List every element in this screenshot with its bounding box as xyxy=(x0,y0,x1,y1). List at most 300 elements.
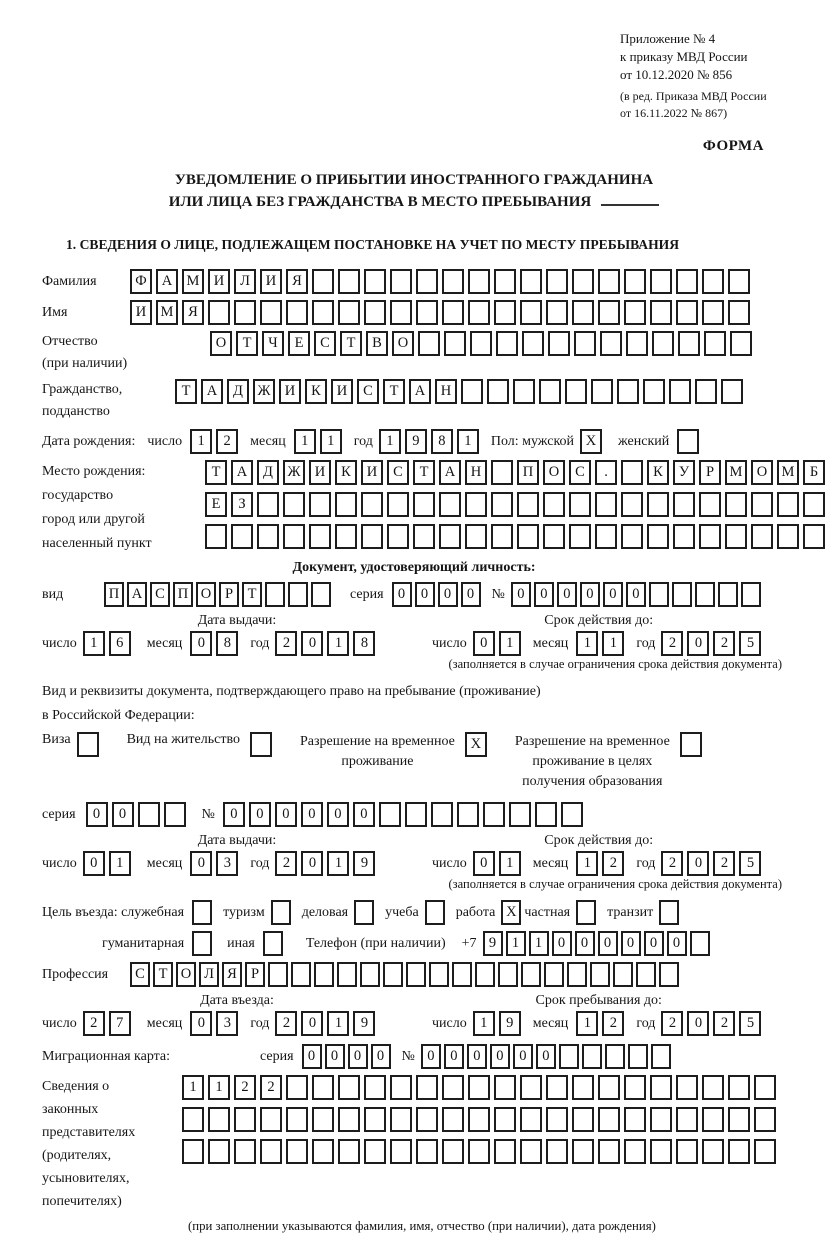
char-cell[interactable] xyxy=(678,331,700,356)
char-cell[interactable] xyxy=(271,900,291,925)
char-cell[interactable]: 0 xyxy=(444,1044,464,1069)
char-cell[interactable]: Т xyxy=(205,460,227,485)
char-cell[interactable] xyxy=(598,1139,620,1164)
char-cell[interactable] xyxy=(338,1107,360,1132)
char-cell[interactable]: О xyxy=(392,331,414,356)
char-cell[interactable]: А xyxy=(156,269,178,294)
char-cell[interactable] xyxy=(192,900,212,925)
char-cell[interactable] xyxy=(475,962,495,987)
char-cell[interactable]: 0 xyxy=(275,802,297,827)
char-cell[interactable] xyxy=(312,1107,334,1132)
char-cell[interactable]: 1 xyxy=(294,429,316,454)
char-cell[interactable] xyxy=(442,1075,464,1100)
char-cell[interactable]: 0 xyxy=(392,582,412,607)
entry-month-cells[interactable] xyxy=(190,1011,242,1036)
char-cell[interactable] xyxy=(803,524,825,549)
char-cell[interactable]: 9 xyxy=(353,1011,375,1036)
char-cell[interactable]: 0 xyxy=(415,582,435,607)
char-cell[interactable] xyxy=(286,300,308,325)
char-cell[interactable] xyxy=(390,1075,412,1100)
char-cell[interactable]: К xyxy=(305,379,327,404)
char-cell[interactable] xyxy=(354,900,374,925)
char-cell[interactable] xyxy=(517,492,539,517)
char-cell[interactable] xyxy=(361,492,383,517)
char-cell[interactable] xyxy=(234,1139,256,1164)
char-cell[interactable] xyxy=(468,1107,490,1132)
char-cell[interactable] xyxy=(442,1107,464,1132)
char-cell[interactable] xyxy=(205,524,227,549)
char-cell[interactable]: 1 xyxy=(576,631,598,656)
char-cell[interactable]: М xyxy=(725,460,747,485)
char-cell[interactable] xyxy=(192,931,212,956)
char-cell[interactable] xyxy=(521,962,541,987)
char-cell[interactable] xyxy=(513,379,535,404)
char-cell[interactable] xyxy=(751,524,773,549)
char-cell[interactable] xyxy=(695,379,717,404)
char-cell[interactable] xyxy=(751,492,773,517)
char-cell[interactable]: 1 xyxy=(109,851,131,876)
char-cell[interactable]: 0 xyxy=(301,1011,323,1036)
char-cell[interactable] xyxy=(590,962,610,987)
residence-permit-checkbox[interactable] xyxy=(250,732,276,757)
char-cell[interactable] xyxy=(364,1139,386,1164)
char-cell[interactable]: П xyxy=(104,582,124,607)
char-cell[interactable]: В xyxy=(366,331,388,356)
char-cell[interactable]: X xyxy=(501,900,521,925)
char-cell[interactable] xyxy=(364,1107,386,1132)
char-cell[interactable]: 0 xyxy=(190,851,212,876)
char-cell[interactable] xyxy=(360,962,380,987)
char-cell[interactable] xyxy=(676,269,698,294)
char-cell[interactable]: Т xyxy=(242,582,262,607)
char-cell[interactable]: 2 xyxy=(83,1011,105,1036)
char-cell[interactable]: 2 xyxy=(661,851,683,876)
char-cell[interactable]: А xyxy=(409,379,431,404)
char-cell[interactable] xyxy=(364,269,386,294)
char-cell[interactable]: И xyxy=(361,460,383,485)
char-cell[interactable]: 0 xyxy=(223,802,245,827)
char-cell[interactable] xyxy=(728,1139,750,1164)
char-cell[interactable] xyxy=(595,492,617,517)
char-cell[interactable]: 1 xyxy=(499,631,521,656)
char-cell[interactable]: 2 xyxy=(275,851,297,876)
char-cell[interactable] xyxy=(494,269,516,294)
char-cell[interactable] xyxy=(494,1075,516,1100)
char-cell[interactable] xyxy=(624,1075,646,1100)
char-cell[interactable]: И xyxy=(331,379,353,404)
char-cell[interactable] xyxy=(680,732,702,757)
char-cell[interactable] xyxy=(572,300,594,325)
purpose-other-checkbox[interactable] xyxy=(263,931,286,956)
char-cell[interactable] xyxy=(543,524,565,549)
char-cell[interactable] xyxy=(702,1107,724,1132)
char-cell[interactable]: С xyxy=(150,582,170,607)
char-cell[interactable]: Л xyxy=(234,269,256,294)
char-cell[interactable]: Е xyxy=(205,492,227,517)
char-cell[interactable] xyxy=(520,1075,542,1100)
char-cell[interactable]: П xyxy=(173,582,193,607)
char-cell[interactable]: 0 xyxy=(644,931,664,956)
char-cell[interactable] xyxy=(260,1107,282,1132)
char-cell[interactable] xyxy=(650,300,672,325)
char-cell[interactable] xyxy=(546,269,568,294)
char-cell[interactable] xyxy=(487,379,509,404)
char-cell[interactable] xyxy=(777,524,799,549)
char-cell[interactable] xyxy=(561,802,583,827)
char-cell[interactable] xyxy=(803,492,825,517)
char-cell[interactable]: Р xyxy=(699,460,721,485)
char-cell[interactable] xyxy=(361,524,383,549)
char-cell[interactable]: Р xyxy=(219,582,239,607)
char-cell[interactable]: 1 xyxy=(379,429,401,454)
id-issue-day-cells[interactable] xyxy=(83,631,135,656)
char-cell[interactable]: О xyxy=(176,962,196,987)
purpose-business-checkbox[interactable] xyxy=(354,900,377,925)
char-cell[interactable]: 0 xyxy=(580,582,600,607)
char-cell[interactable] xyxy=(548,331,570,356)
char-cell[interactable]: Т xyxy=(175,379,197,404)
char-cell[interactable]: 0 xyxy=(467,1044,487,1069)
char-cell[interactable]: 0 xyxy=(301,851,323,876)
birthplace-row1-cells[interactable] xyxy=(205,460,829,485)
migcard-number-cells[interactable] xyxy=(421,1044,674,1069)
permit-series-cells[interactable] xyxy=(86,802,190,827)
char-cell[interactable] xyxy=(721,379,743,404)
char-cell[interactable] xyxy=(567,962,587,987)
given-name-cells[interactable] xyxy=(130,300,754,325)
char-cell[interactable] xyxy=(406,962,426,987)
char-cell[interactable] xyxy=(605,1044,625,1069)
phone-cells[interactable] xyxy=(483,931,713,956)
char-cell[interactable] xyxy=(338,300,360,325)
char-cell[interactable]: И xyxy=(130,300,152,325)
char-cell[interactable] xyxy=(286,1107,308,1132)
permit-issue-month-cells[interactable] xyxy=(190,851,242,876)
char-cell[interactable]: Т xyxy=(383,379,405,404)
char-cell[interactable] xyxy=(672,582,692,607)
char-cell[interactable]: 9 xyxy=(483,931,503,956)
char-cell[interactable]: 0 xyxy=(687,631,709,656)
char-cell[interactable] xyxy=(544,962,564,987)
char-cell[interactable] xyxy=(702,1075,724,1100)
char-cell[interactable] xyxy=(559,1044,579,1069)
id-doc-number-cells[interactable] xyxy=(511,582,764,607)
permit-issue-day-cells[interactable] xyxy=(83,851,135,876)
char-cell[interactable]: И xyxy=(260,269,282,294)
char-cell[interactable] xyxy=(260,300,282,325)
char-cell[interactable] xyxy=(624,1139,646,1164)
char-cell[interactable] xyxy=(283,524,305,549)
migcard-series-cells[interactable] xyxy=(302,1044,394,1069)
char-cell[interactable]: 0 xyxy=(687,851,709,876)
char-cell[interactable]: З xyxy=(231,492,253,517)
char-cell[interactable] xyxy=(468,269,490,294)
char-cell[interactable] xyxy=(621,524,643,549)
char-cell[interactable] xyxy=(546,1075,568,1100)
char-cell[interactable] xyxy=(546,300,568,325)
id-doc-series-cells[interactable] xyxy=(392,582,484,607)
char-cell[interactable] xyxy=(704,331,726,356)
char-cell[interactable]: Б xyxy=(803,460,825,485)
char-cell[interactable]: Н xyxy=(465,460,487,485)
sex-male-checkbox[interactable] xyxy=(580,429,606,454)
char-cell[interactable] xyxy=(690,931,710,956)
char-cell[interactable]: О xyxy=(751,460,773,485)
char-cell[interactable]: 0 xyxy=(371,1044,391,1069)
char-cell[interactable] xyxy=(470,331,492,356)
char-cell[interactable]: 0 xyxy=(190,631,212,656)
birthplace-row3-cells[interactable] xyxy=(205,524,829,549)
char-cell[interactable] xyxy=(268,962,288,987)
char-cell[interactable] xyxy=(416,1139,438,1164)
permit-expiry-year-cells[interactable] xyxy=(661,851,765,876)
char-cell[interactable] xyxy=(312,1075,334,1100)
char-cell[interactable]: К xyxy=(335,460,357,485)
char-cell[interactable]: 0 xyxy=(667,931,687,956)
char-cell[interactable] xyxy=(659,900,679,925)
purpose-study-checkbox[interactable] xyxy=(425,900,448,925)
char-cell[interactable] xyxy=(647,492,669,517)
char-cell[interactable] xyxy=(728,300,750,325)
char-cell[interactable]: 0 xyxy=(348,1044,368,1069)
char-cell[interactable] xyxy=(286,1139,308,1164)
char-cell[interactable] xyxy=(257,524,279,549)
char-cell[interactable]: Д xyxy=(257,460,279,485)
char-cell[interactable] xyxy=(468,1075,490,1100)
char-cell[interactable]: 0 xyxy=(534,582,554,607)
char-cell[interactable] xyxy=(650,1075,672,1100)
char-cell[interactable] xyxy=(636,962,656,987)
char-cell[interactable] xyxy=(565,379,587,404)
char-cell[interactable] xyxy=(138,802,160,827)
char-cell[interactable] xyxy=(520,1139,542,1164)
char-cell[interactable]: Ж xyxy=(283,460,305,485)
char-cell[interactable] xyxy=(387,492,409,517)
char-cell[interactable]: 0 xyxy=(598,931,618,956)
char-cell[interactable] xyxy=(337,962,357,987)
permit-expiry-day-cells[interactable] xyxy=(473,851,525,876)
char-cell[interactable]: 0 xyxy=(438,582,458,607)
char-cell[interactable]: 1 xyxy=(506,931,526,956)
char-cell[interactable]: 8 xyxy=(216,631,238,656)
char-cell[interactable]: 2 xyxy=(713,631,735,656)
char-cell[interactable] xyxy=(461,379,483,404)
char-cell[interactable]: М xyxy=(182,269,204,294)
char-cell[interactable]: 3 xyxy=(216,1011,238,1036)
char-cell[interactable]: 8 xyxy=(431,429,453,454)
char-cell[interactable] xyxy=(263,931,283,956)
char-cell[interactable] xyxy=(591,379,613,404)
char-cell[interactable]: 0 xyxy=(302,1044,322,1069)
representatives-row1-cells[interactable] xyxy=(182,1075,780,1100)
char-cell[interactable] xyxy=(265,582,285,607)
char-cell[interactable] xyxy=(379,802,401,827)
char-cell[interactable]: 0 xyxy=(421,1044,441,1069)
char-cell[interactable] xyxy=(572,269,594,294)
char-cell[interactable] xyxy=(208,1107,230,1132)
char-cell[interactable]: 5 xyxy=(739,631,761,656)
profession-cells[interactable] xyxy=(130,962,682,987)
char-cell[interactable] xyxy=(569,492,591,517)
citizenship-cells[interactable] xyxy=(175,379,747,404)
permit-issue-year-cells[interactable] xyxy=(275,851,379,876)
char-cell[interactable] xyxy=(405,802,427,827)
char-cell[interactable] xyxy=(283,492,305,517)
char-cell[interactable]: И xyxy=(279,379,301,404)
char-cell[interactable] xyxy=(257,492,279,517)
char-cell[interactable] xyxy=(598,300,620,325)
char-cell[interactable] xyxy=(383,962,403,987)
char-cell[interactable] xyxy=(728,1107,750,1132)
char-cell[interactable] xyxy=(77,732,99,757)
char-cell[interactable] xyxy=(725,524,747,549)
char-cell[interactable]: 5 xyxy=(739,851,761,876)
char-cell[interactable] xyxy=(613,962,633,987)
char-cell[interactable]: Ж xyxy=(253,379,275,404)
char-cell[interactable] xyxy=(741,582,761,607)
char-cell[interactable]: Я xyxy=(182,300,204,325)
char-cell[interactable]: 1 xyxy=(83,631,105,656)
char-cell[interactable] xyxy=(676,300,698,325)
char-cell[interactable] xyxy=(576,900,596,925)
permit-number-cells[interactable] xyxy=(223,802,587,827)
char-cell[interactable] xyxy=(676,1139,698,1164)
char-cell[interactable] xyxy=(546,1139,568,1164)
char-cell[interactable]: 1 xyxy=(473,1011,495,1036)
char-cell[interactable]: И xyxy=(309,460,331,485)
char-cell[interactable] xyxy=(416,269,438,294)
char-cell[interactable]: 0 xyxy=(575,931,595,956)
char-cell[interactable]: С xyxy=(569,460,591,485)
char-cell[interactable] xyxy=(754,1139,776,1164)
char-cell[interactable]: X xyxy=(580,429,602,454)
char-cell[interactable]: 0 xyxy=(473,851,495,876)
char-cell[interactable]: 2 xyxy=(602,851,624,876)
char-cell[interactable]: . xyxy=(595,460,617,485)
char-cell[interactable]: 0 xyxy=(249,802,271,827)
char-cell[interactable] xyxy=(413,524,435,549)
char-cell[interactable] xyxy=(468,300,490,325)
char-cell[interactable]: 1 xyxy=(327,631,349,656)
char-cell[interactable] xyxy=(520,1107,542,1132)
char-cell[interactable]: С xyxy=(357,379,379,404)
char-cell[interactable] xyxy=(535,802,557,827)
purpose-private-checkbox[interactable] xyxy=(576,900,599,925)
birth-year-cells[interactable] xyxy=(379,429,483,454)
char-cell[interactable]: Т xyxy=(236,331,258,356)
char-cell[interactable] xyxy=(338,1139,360,1164)
char-cell[interactable] xyxy=(543,492,565,517)
char-cell[interactable] xyxy=(418,331,440,356)
purpose-tourism-checkbox[interactable] xyxy=(271,900,294,925)
char-cell[interactable] xyxy=(651,1044,671,1069)
char-cell[interactable] xyxy=(390,1139,412,1164)
char-cell[interactable]: Д xyxy=(227,379,249,404)
char-cell[interactable] xyxy=(522,331,544,356)
char-cell[interactable] xyxy=(494,1139,516,1164)
char-cell[interactable]: 9 xyxy=(405,429,427,454)
char-cell[interactable] xyxy=(431,802,453,827)
char-cell[interactable]: С xyxy=(314,331,336,356)
id-issue-year-cells[interactable] xyxy=(275,631,379,656)
char-cell[interactable] xyxy=(699,492,721,517)
char-cell[interactable]: 6 xyxy=(109,631,131,656)
char-cell[interactable] xyxy=(494,300,516,325)
char-cell[interactable]: 0 xyxy=(190,1011,212,1036)
char-cell[interactable]: 1 xyxy=(327,851,349,876)
char-cell[interactable] xyxy=(728,1075,750,1100)
char-cell[interactable] xyxy=(452,962,472,987)
char-cell[interactable] xyxy=(572,1107,594,1132)
patronymic-cells[interactable] xyxy=(210,331,756,356)
char-cell[interactable] xyxy=(626,331,648,356)
char-cell[interactable]: У xyxy=(673,460,695,485)
char-cell[interactable] xyxy=(517,524,539,549)
char-cell[interactable] xyxy=(702,1139,724,1164)
char-cell[interactable]: 1 xyxy=(576,851,598,876)
char-cell[interactable] xyxy=(309,524,331,549)
char-cell[interactable] xyxy=(617,379,639,404)
char-cell[interactable] xyxy=(572,1139,594,1164)
char-cell[interactable] xyxy=(208,1139,230,1164)
char-cell[interactable] xyxy=(425,900,445,925)
char-cell[interactable] xyxy=(649,582,669,607)
char-cell[interactable]: 1 xyxy=(499,851,521,876)
char-cell[interactable]: 7 xyxy=(109,1011,131,1036)
char-cell[interactable] xyxy=(676,1107,698,1132)
char-cell[interactable] xyxy=(650,1107,672,1132)
char-cell[interactable]: Т xyxy=(153,962,173,987)
char-cell[interactable]: 0 xyxy=(557,582,577,607)
char-cell[interactable]: 1 xyxy=(320,429,342,454)
permit-expiry-month-cells[interactable] xyxy=(576,851,628,876)
id-expiry-month-cells[interactable] xyxy=(576,631,628,656)
char-cell[interactable] xyxy=(234,1107,256,1132)
char-cell[interactable] xyxy=(569,524,591,549)
char-cell[interactable] xyxy=(673,492,695,517)
char-cell[interactable]: 0 xyxy=(301,802,323,827)
char-cell[interactable]: 3 xyxy=(216,851,238,876)
char-cell[interactable] xyxy=(208,300,230,325)
char-cell[interactable] xyxy=(439,492,461,517)
char-cell[interactable] xyxy=(520,300,542,325)
birth-day-cells[interactable] xyxy=(190,429,242,454)
char-cell[interactable] xyxy=(624,269,646,294)
char-cell[interactable] xyxy=(364,300,386,325)
char-cell[interactable]: И xyxy=(208,269,230,294)
char-cell[interactable]: X xyxy=(465,732,487,757)
char-cell[interactable]: 0 xyxy=(490,1044,510,1069)
char-cell[interactable] xyxy=(416,300,438,325)
char-cell[interactable]: Ф xyxy=(130,269,152,294)
id-expiry-year-cells[interactable] xyxy=(661,631,765,656)
char-cell[interactable] xyxy=(730,331,752,356)
char-cell[interactable]: 2 xyxy=(661,1011,683,1036)
char-cell[interactable]: 2 xyxy=(275,631,297,656)
char-cell[interactable]: Т xyxy=(413,460,435,485)
temp-residence-checkbox[interactable] xyxy=(465,732,491,757)
char-cell[interactable] xyxy=(582,1044,602,1069)
char-cell[interactable]: 2 xyxy=(234,1075,256,1100)
char-cell[interactable] xyxy=(572,1075,594,1100)
char-cell[interactable] xyxy=(496,331,518,356)
char-cell[interactable]: 0 xyxy=(327,802,349,827)
char-cell[interactable]: С xyxy=(130,962,150,987)
char-cell[interactable] xyxy=(465,524,487,549)
char-cell[interactable] xyxy=(416,1107,438,1132)
char-cell[interactable]: М xyxy=(156,300,178,325)
char-cell[interactable]: Я xyxy=(222,962,242,987)
